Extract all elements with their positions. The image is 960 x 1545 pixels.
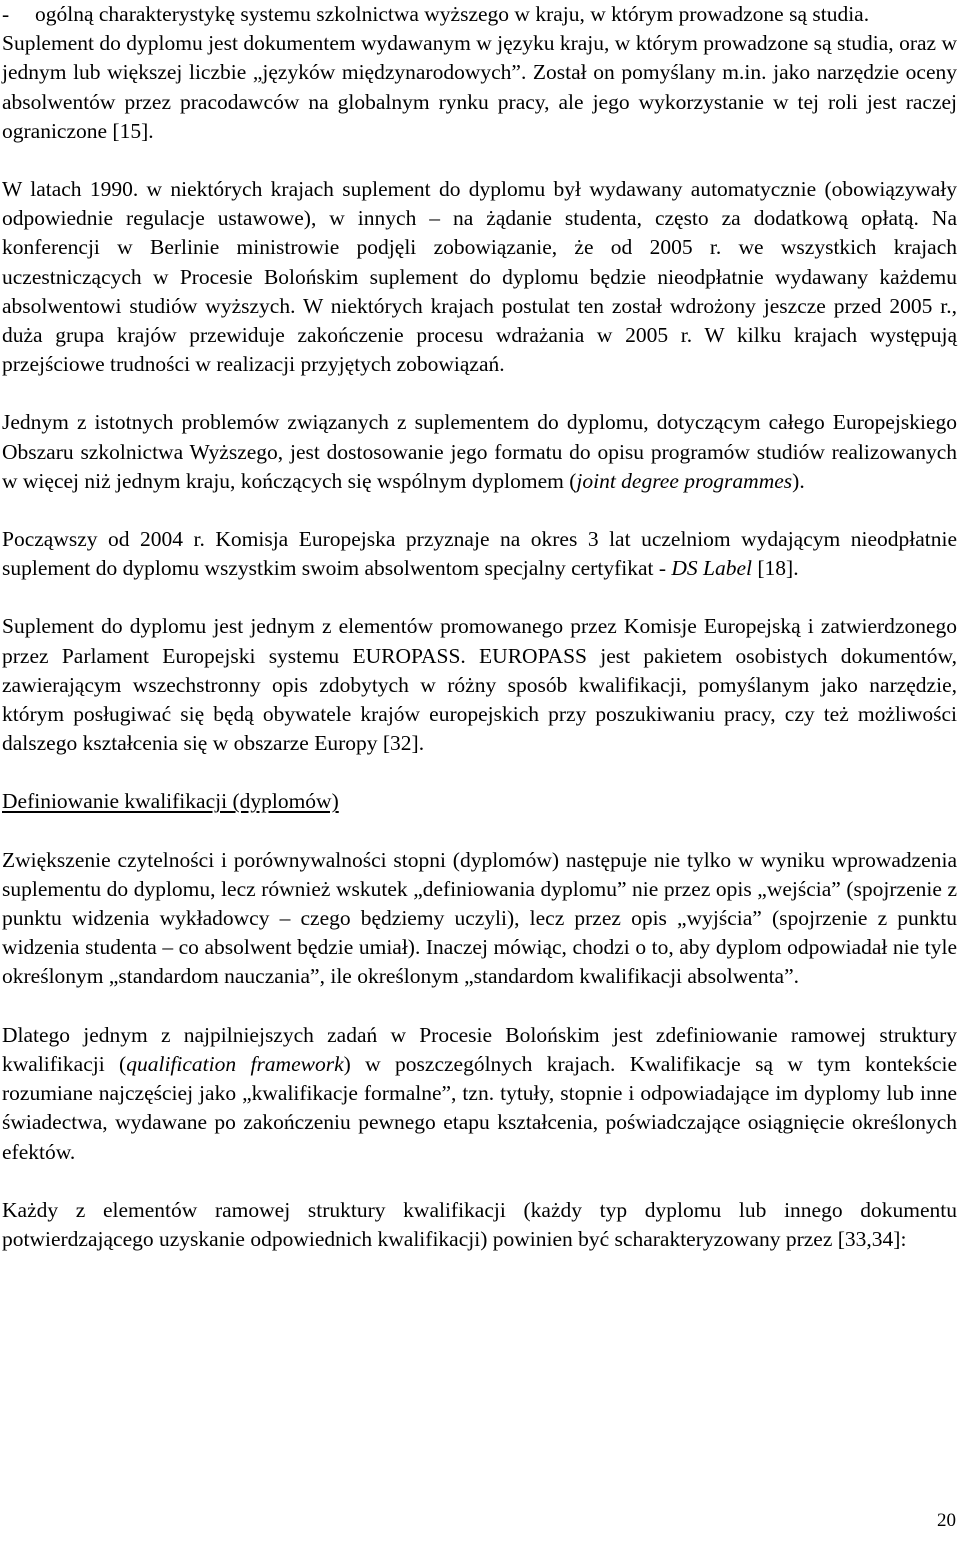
bullet-item [2,0,957,29]
italic-term: qualification framework [126,1051,344,1076]
paragraph-qualification-framework [2,1021,957,1167]
text-run: ) w poszczególnych krajach. Kwalifikacje są w tym kontekście rozumiane najczęściej jako „kwalifikacje formalne”, tzn. tytuły, stopnie i odpowiadające im dyplomy lub inne świadectwa, wydawane po zakończeniu pewnego etapu kształcenia, poświadczające osiągnięcie określonych efektów. [2,1051,958,1164]
text-run: [18]. [752,556,799,581]
section-heading: Definiowanie kwalifikacji (dyplomów) [2,789,339,814]
page-number: 20 [937,1510,956,1531]
text-run: Dlatego jednym z najpilniejszych zadań w Procesie Bolońskim jest zdefiniowanie ramowej struktury kwalifikacji ( [2,1022,957,1076]
paragraph-kazdy-element: Każdy z elementów ramowej struktury kwalifikacji (każdy typ dyplomu lub innego dokumentu potwierdzającego uzyskanie odpowiednich kwalifikacji) powinien być scharakteryzowany przez [33,34]: [2,1197,957,1251]
italic-term: joint degree programmes [576,468,793,493]
bullet-text: ogólną charakterystykę systemu szkolnictwa wyższego w kraju, w którym prowadzone są studia. [35,2,870,26]
paragraph-suplement-intro: Suplement do dyplomu jest dokumentem wydawanym w języku kraju, w którym prowadzone są studia, oraz w jednym lub większej liczbie „języków międzynarodowych”. Został on pomyślany m.in. jako narzędzie oceny absolwentów przez pracodawców na globalnym rynku pracy, ale jego wykorzystanie w tej roli jest raczej ograniczone [15]. [2,31,957,143]
paragraph-europass: Suplement do dyplomu jest jednym z elementów promowanego przez Komisje Europejską i zatwierdzonego przez Parlament Europejski systemu EUROPASS. EUROPASS jest pakietem osobistych dokumentów, zawierającym wszechstronny opis zdobytych w różny sposób kwalifikacji, pomyślanym jako narzędzie, którym posługiwać się będą obywatele krajów europejskich przy poszukiwaniu pracy, czy też możliwości dalszego kształcenia się w obszarze Europy [32]. [2,614,957,756]
italic-term: DS Label [671,556,753,581]
text-run: Począwszy od 2004 r. Komisja Europejska przyznaje na okres 3 lat uczelniom wydającym nieodpłatnie suplement do dyplomu wszystkim swoim absolwentom specjalny certyfikat - [2,527,957,581]
paragraph-1990s: W latach 1990. w niektórych krajach suplement do dyplomu był wydawany automatycznie (obowiązywały odpowiednie regulacje ustawowe), w innych – na żądanie studenta, często za dodatkową opłatą. Na konferencji w Berlinie ministrowie podjęli zobowiązanie, że od 2005 r. we wszystkich krajach uczestniczących w Procesie Bolońskim suplement do dyplomu będzie nieodpłatnie wydawany każdemu absolwentowi studiów wyższych. W niektórych krajach postulat ten został wdrożony jeszcze przed 2005 r., duża grupa krajów przewiduje zakończenie procesu wdrażania w 2005 r. W kilku krajach występują przejściowe trudności w realizacji przyjętych zobowiązań. [2,177,957,377]
paragraph-joint-degree [2,408,957,496]
paragraph-ds-label [2,525,957,583]
bullet-marker: - [2,2,10,26]
paragraph-definiowanie: Zwiększenie czytelności i porównywalności stopni (dyplomów) następuje nie tylko w wyniku wprowadzenia suplementu do dyplomu, lecz również wskutek „definiowania dyplomu” nie przez opis „wejścia” (spojrzenie z punktu widzenia wykładowcy – czego będziemy uczyli), lecz przez opis „wyjścia” (spojrzenie z punktu widzenia studenta – co absolwent będzie umiał). Inaczej mówiąc, chodzi o to, aby dyplom odpowiadał nie tyle określonym „standardom nauczania”, ile określonym „standardom kwalifikacji absolwenta”. [2,847,957,989]
text-run: Jednym z istotnych problemów związanych z suplementem do dyplomu, dotyczącym całego Europejskiego Obszaru szkolnictwa Wyższego, jest dostosowanie jego formatu do opisu programów studiów realizowanych w więcej niż jednym kraju, kończących się wspólnym dyplomem ( [2,410,957,493]
text-run: ). [792,468,805,493]
document-page [2,0,957,1254]
